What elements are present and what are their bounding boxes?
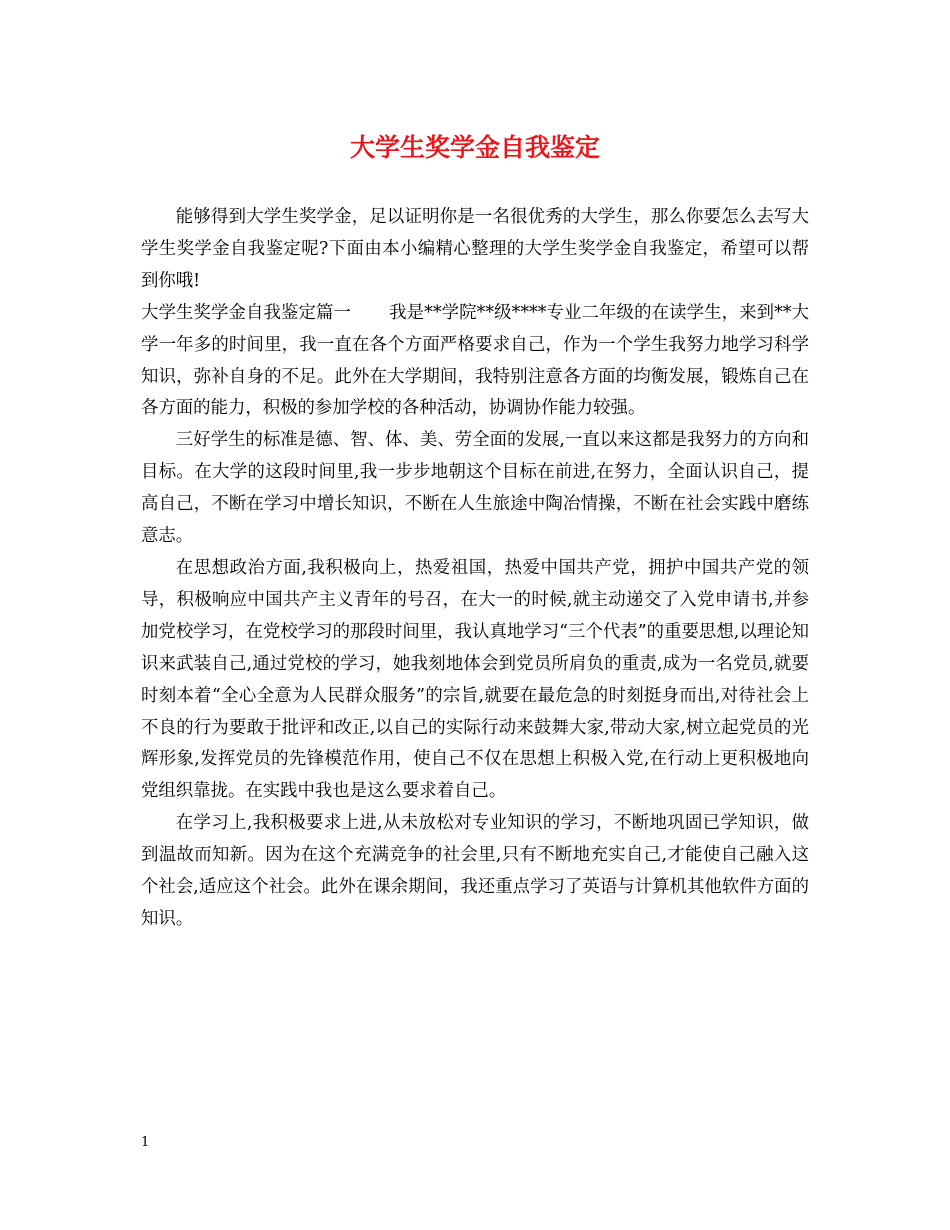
body-paragraph-2: 在思想政治方面,我积极向上，热爱祖国，热爱中国共产党，拥护中国共产党的领导，积极响应中国共产主义青年的号召，在大一的时候,就主动递交了入党申请书,并参加党校学习，在党校学习的那段时间里，我认真地学习“三个代表”的重要思想,以理论知识来武装自己,通过党校的学习，她我刻地体会到党员所肩负的重责,成为一名党员,就要时刻本着“全心全意为人民群众服务”的宗旨,就要在最危急的时刻挺身而出,对待社会上不良的行为要敢于批评和改正,以自己的实际行动来鼓舞大家,带动大家,树立起党员的光辉形象,发挥党员的先锋模范作用，使自己不仅在思想上积极入党,在行动上更积极地向党组织靠拢。在实践中我也是这么要求着自己。: [141, 557, 809, 802]
page-number: 1: [141, 1135, 150, 1150]
section-paragraph: [141, 298, 809, 426]
body-paragraph-1: 三好学生的标准是德、智、体、美、劳全面的发展,一直以来这都是我努力的方向和目标。在大学的这段时间里,我一步步地朝这个目标在前进,在努力，全面认识自己，提高自己，不断在学习中增长知识，不断在人生旅途中陶冶情操，不断在社会实践中磨练意志。: [141, 430, 809, 547]
section-heading: 大学生奖学金自我鉴定篇一: [141, 302, 352, 323]
intro-paragraph: 能够得到大学生奖学金，足以证明你是一名很优秀的大学生，那么你要怎么去写大学生奖学金自我鉴定呢?下面由本小编精心整理的大学生奖学金自我鉴定，希望可以帮到你哦!: [141, 207, 809, 291]
document-body: [141, 202, 809, 936]
body-paragraph-3: 在学习上,我积极要求上进,从未放松对专业知识的学习，不断地巩固已学知识，做到温故而知新。因为在这个充满竞争的社会里,只有不断地充实自己,才能使自己融入这个社会,适应这个社会。此外在课余期间，我还重点学习了英语与计算机其他软件方面的知识。: [141, 813, 809, 929]
document-title: 大学生奖学金自我鉴定: [349, 133, 600, 162]
section-first-text: 我是**学院**级****专业二年级的在读学生，来到**大学一年多的时间里，我一直在各个方面严格要求自己，作为一个学生我努力地学习科学知识，弥补自身的不足。此外在大学期间，我特别注意各方面的均衡发展，锻炼自己在各方面的能力，积极的参加学校的各种活动，协调协作能力较强。: [141, 302, 809, 419]
